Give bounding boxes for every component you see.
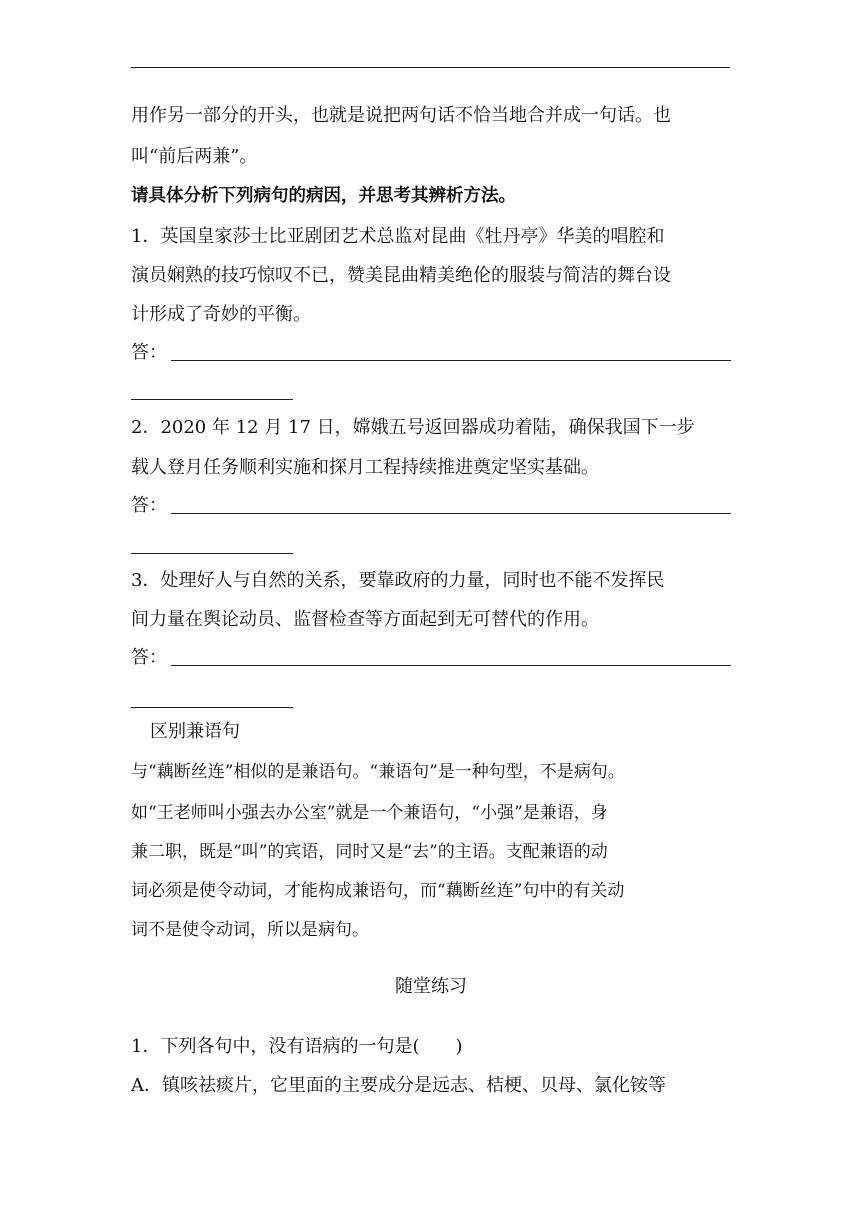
- exercise-1-line-2: 演员娴熟的技巧惊叹不已，赞美昆曲精美绝伦的服装与简洁的舞台设: [131, 265, 671, 286]
- exercise-2-answer[interactable]: [131, 493, 731, 519]
- exercise-2-line-2: 载人登月任务顺利实施和探月工程持续推进奠定坚实基础。: [131, 457, 599, 478]
- tip-line-4: 词必须是使令动词，才能构成兼语句，而“藕断丝连”句中的有关动: [131, 881, 625, 901]
- exercise-2-line-1: 2．2020 年 12 月 17 日，嫦娥五号返回器成功着陆，确保我国下一步: [131, 417, 695, 438]
- answer-blank-continuation[interactable]: [131, 553, 293, 554]
- continuation-line-1: 用作另一部分的开头，也就是说把两句话不恰当地合并成一句话。也: [131, 105, 671, 126]
- tip-line-1: 与“藕断丝连”相似的是兼语句。“兼语句”是一种句型，不是病句。: [131, 762, 625, 782]
- tip-line-3: 兼二职，既是“叫”的宾语，同时又是“去”的主语。支配兼语的动: [131, 842, 608, 862]
- answer-label: 答：: [131, 495, 167, 516]
- exercise-1-line-1: 1．英国皇家莎士比亚剧团艺术总监对昆曲《牡丹亭》华美的唱腔和: [131, 226, 665, 247]
- answer-blank-continuation[interactable]: [131, 399, 293, 400]
- practice-title: 随堂练习: [395, 976, 467, 997]
- header-rule: [131, 67, 730, 68]
- exercise-3-line-1: 3．处理好人与自然的关系，要靠政府的力量，同时也不能不发挥民: [131, 570, 665, 591]
- answer-blank[interactable]: [171, 513, 731, 514]
- answer-blank[interactable]: [171, 665, 731, 666]
- exercise-3-line-2: 间力量在舆论动员、监督检查等方面起到无可替代的作用。: [131, 609, 599, 630]
- instruction-text: 请具体分析下列病句的病因，并思考其辨析方法。: [131, 186, 516, 206]
- answer-blank[interactable]: [171, 360, 731, 361]
- continuation-line-2: 叫“前后两兼”。: [131, 146, 258, 167]
- tip-line-5: 词不是使令动词，所以是病句。: [131, 920, 369, 940]
- practice-option-a[interactable]: A．镇咳祛痰片，它里面的主要成分是远志、桔梗、贝母、氯化铵等: [131, 1075, 666, 1096]
- exercise-3-answer[interactable]: [131, 645, 731, 671]
- answer-blank-continuation[interactable]: [131, 707, 293, 708]
- exercise-1-line-3: 计形成了奇妙的平衡。: [131, 304, 311, 325]
- exercise-1-answer[interactable]: [131, 340, 731, 366]
- practice-question: 1．下列各句中，没有语病的一句是( ): [131, 1036, 463, 1057]
- answer-label: 答：: [131, 647, 167, 668]
- tip-heading: 区别兼语句: [150, 721, 240, 742]
- tip-line-2: 如“王老师叫小强去办公室”就是一个兼语句，“小强”是兼语，身: [131, 803, 608, 823]
- answer-label: 答：: [131, 342, 167, 363]
